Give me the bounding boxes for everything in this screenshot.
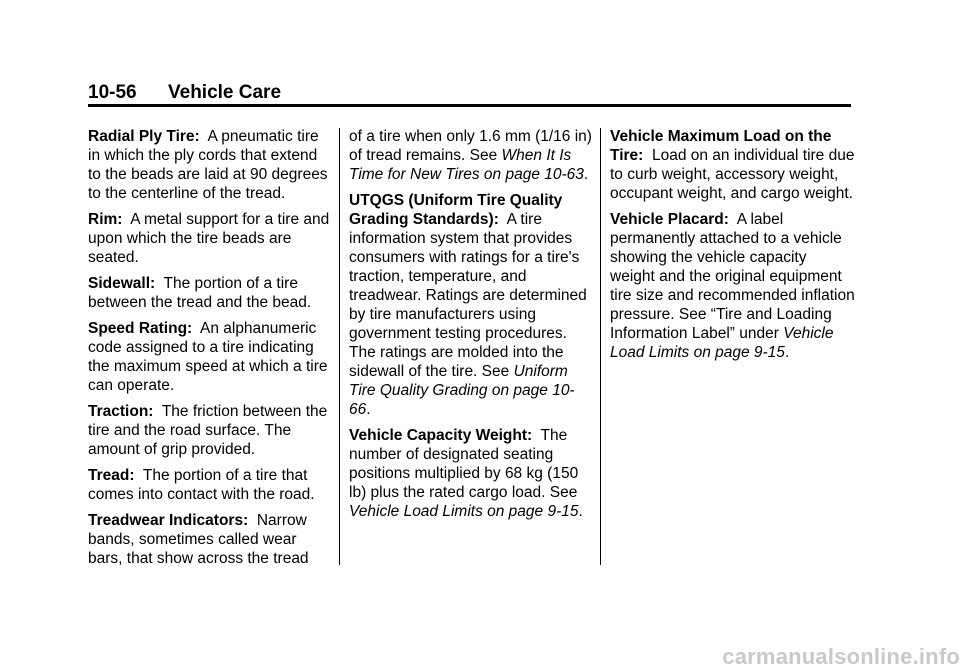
glossary-entry: Sidewall: The portion of a tire between the tread and the bead. (88, 275, 312, 311)
column-divider-1 (339, 128, 340, 565)
page-number: 10-56 (88, 82, 137, 103)
glossary-term: Rim (88, 211, 118, 228)
column-3 (610, 127, 855, 369)
glossary-term: Speed Rating (88, 320, 188, 337)
watermark: carmanualsonline.info (722, 644, 960, 669)
glossary-entry: Speed Rating: An alphanumeric code assigned to a tire indicating the maximum speed at which a tire can operate. (88, 320, 328, 394)
cross-reference-link[interactable]: Vehicle Load Limits on page 9-15 (610, 325, 834, 361)
glossary-term: Vehicle Maximum Load on the Tire (610, 128, 832, 164)
glossary-definition: The portion of a tire that comes into contact with the road. (88, 467, 315, 503)
glossary-definition: Load on an individual tire due to curb weight, accessory weight, occupant weight, and cargo weight. (610, 147, 855, 202)
cross-reference-link[interactable]: Uniform Tire Quality Grading on page 10-66 (349, 363, 575, 418)
glossary-definition: The number of designated seating positions multiplied by 68 kg (150 lb) plus the rated cargo load. See (349, 427, 579, 501)
column-1 (88, 127, 333, 575)
glossary-entry: UTQGS (Uniform Tire Quality Grading Standards): A tire information system that provides consumers with ratings for a tire's traction, temperature, and treadwear. Ratings are determined by tire manufacturers using government testing procedures. The ratings are molded into the sidewall of the tire. See Uniform Tire Quality Grading on page 10-66. (349, 192, 587, 418)
glossary-entry: Treadwear Indicators: Narrow bands, sometimes called wear bars, that show across the tread (88, 512, 309, 567)
glossary-term: Radial Ply Tire (88, 128, 195, 145)
glossary-entry: Vehicle Maximum Load on the Tire: Load on an individual tire due to curb weight, accessory weight, occupant weight, and cargo weight. (610, 128, 855, 202)
section-title: Vehicle Care (168, 82, 282, 103)
glossary-definition: The friction between the tire and the road surface. The amount of grip provided. (88, 403, 328, 458)
glossary-continuation: of a tire when only 1.6 mm (1/16 in) of tread remains. See When It Is Time for New Tires on page 10-63. (349, 128, 592, 183)
glossary-definition: A metal support for a tire and upon which the tire beads are seated. (88, 211, 330, 266)
glossary-term: Vehicle Placard (610, 211, 724, 228)
glossary-definition: Narrow bands, sometimes called wear bars, that show across the tread (88, 512, 309, 567)
glossary-entry: Tread: The portion of a tire that comes into contact with the road. (88, 467, 315, 503)
glossary-term: Vehicle Capacity Weight (349, 427, 528, 444)
glossary-definition: The portion of a tire between the tread and the bead. (88, 275, 312, 311)
column-divider-2 (600, 128, 601, 565)
glossary-term: UTQGS (Uniform Tire Quality Grading Standards) (349, 192, 563, 228)
cross-reference-link[interactable]: Vehicle Load Limits on page 9-15 (349, 503, 579, 520)
glossary-entry: Rim: A metal support for a tire and upon which the tire beads are seated. (88, 211, 330, 266)
column-2 (349, 127, 594, 528)
glossary-entry: Vehicle Capacity Weight: The number of designated seating positions multiplied by 68 kg (150 lb) plus the rated cargo load. See Vehicle Load Limits on page 9-15. (349, 427, 583, 520)
glossary-entry: Vehicle Placard: A label permanently attached to a vehicle showing the vehicle capacity weight and the original equipment tire size and recommended inflation pressure. See “Tire and Loading Information Label” under Vehicle Load Limits on page 9-15. (610, 211, 855, 361)
glossary-term: Traction (88, 403, 149, 420)
glossary-entry: Radial Ply Tire: A pneumatic tire in which the ply cords that extend to the beads are laid at 90 degrees to the centerline of the tread. (88, 128, 328, 202)
glossary-definition: A pneumatic tire in which the ply cords that extend to the beads are laid at 90 degrees to the centerline of the tread. (88, 128, 328, 202)
glossary-entry: Traction: The friction between the tire and the road surface. The amount of grip provided. (88, 403, 328, 458)
glossary-term: Tread (88, 467, 130, 484)
cross-reference-link[interactable]: When It Is Time for New Tires on page 10-63 (349, 147, 584, 183)
header-rule (88, 104, 851, 107)
glossary-definition: An alphanumeric code assigned to a tire indicating the maximum speed at which a tire can operate. (88, 320, 328, 394)
glossary-definition: A label permanently attached to a vehicle showing the vehicle capacity weight and the original equipment tire size and recommended inflation pressure. See “Tire and Loading Information Label” under (610, 211, 855, 342)
glossary-term: Sidewall (88, 275, 151, 292)
glossary-definition: of a tire when only 1.6 mm (1/16 in) of tread remains. See (349, 128, 592, 164)
glossary-term: Treadwear Indicators (88, 512, 244, 529)
page-header (88, 82, 281, 104)
glossary-definition: A tire information system that provides consumers with ratings for a tire's traction, temperature, and treadwear. Ratings are determined by tire manufacturers using government testing procedures. The ratings are molded into the sidewall of the tire. See (349, 211, 587, 380)
